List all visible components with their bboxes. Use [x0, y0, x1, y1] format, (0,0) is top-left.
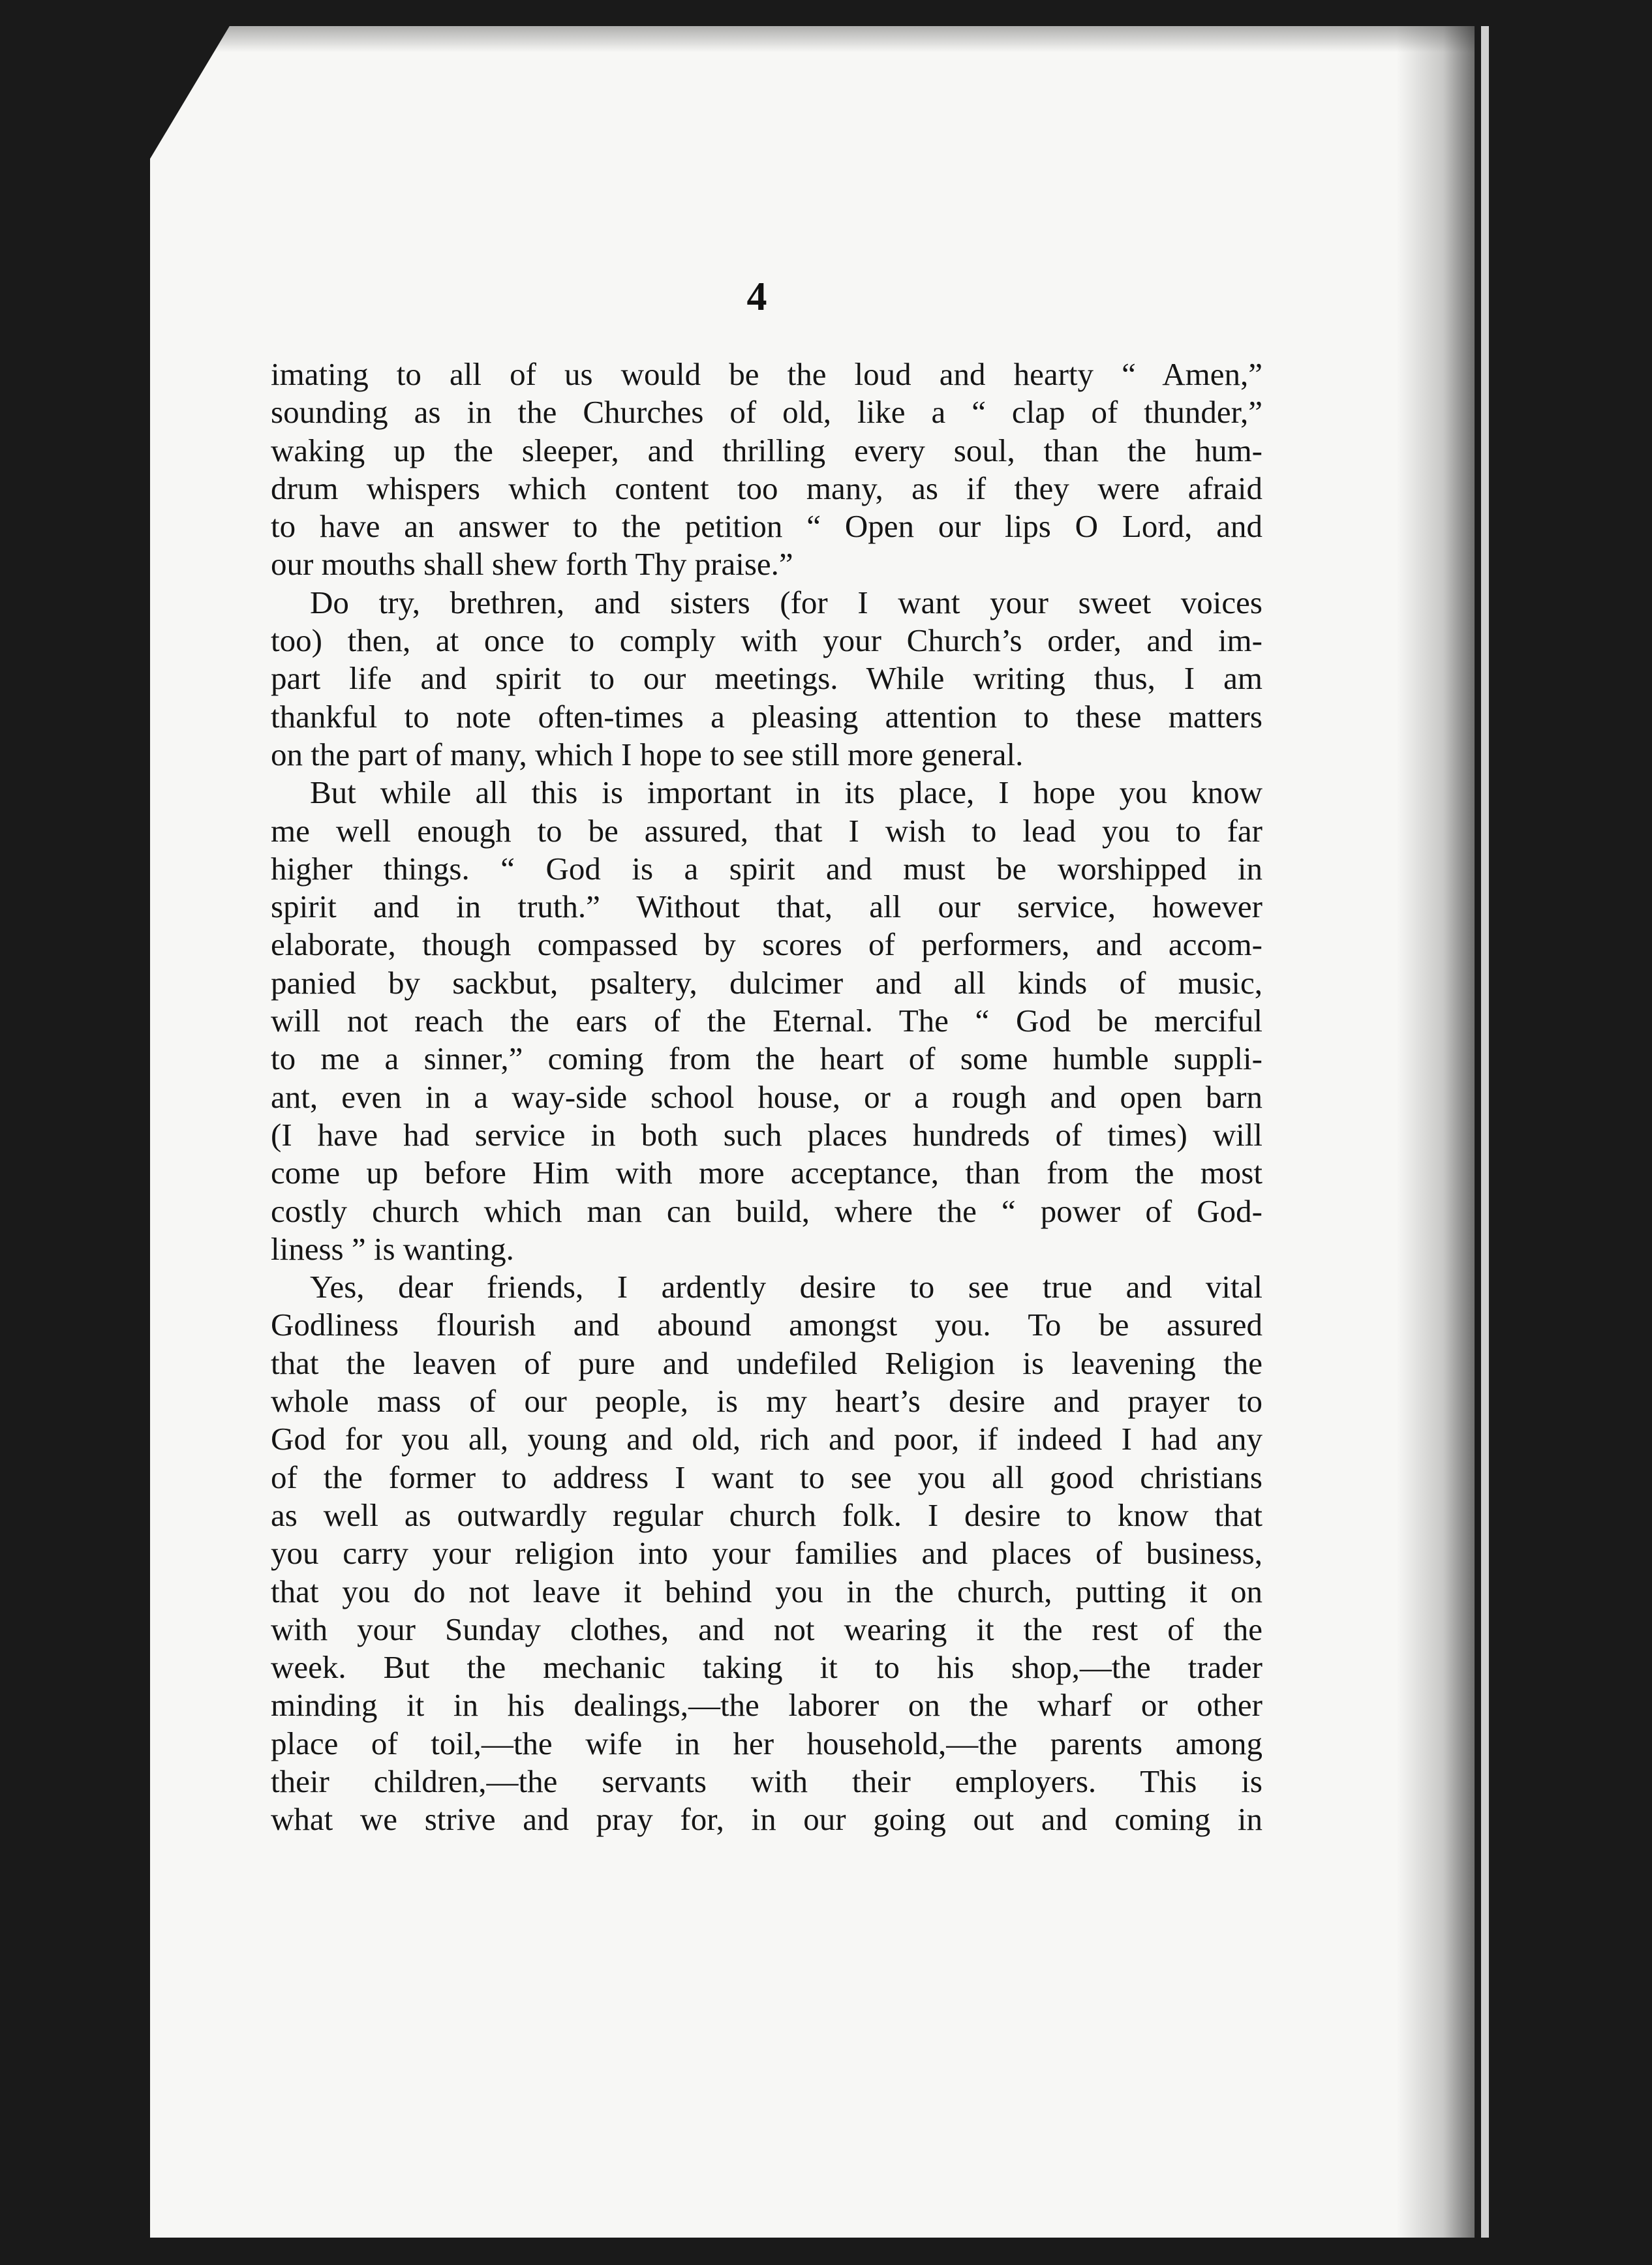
page-fold	[1481, 26, 1489, 2238]
text-line: to me a sinner,” coming from the heart of some humble suppli-	[271, 1041, 1262, 1077]
text-line: higher things. “ God is a spirit and must be worshipped in	[271, 850, 1262, 887]
text-line: of the former to address I want to see you all good christians	[271, 1459, 1262, 1495]
text-line: drum whispers which content too many, as if they were afraid	[271, 470, 1262, 506]
text-line: you carry your religion into your families and places of business,	[271, 1535, 1262, 1572]
text-line: Godliness flourish and abound amongst you. To be assured	[271, 1307, 1262, 1343]
text-line: liness ” is wanting.	[271, 1230, 514, 1267]
text-line: costly church which man can build, where the “ power of God-	[271, 1193, 1262, 1229]
body-text	[271, 356, 1262, 1839]
text-line: part life and spirit to our meetings. While writing thus, I am	[271, 660, 1262, 697]
text-line: But while all this is important in its place, I hope you know	[310, 774, 1262, 811]
text-line: elaborate, though compassed by scores of performers, and accom-	[271, 926, 1262, 963]
text-line: whole mass of our people, is my heart’s desire and prayer to	[271, 1383, 1262, 1420]
text-line: week. But the mechanic taking it to his shop,—the trader	[271, 1649, 1262, 1686]
text-line: with your Sunday clothes, and not wearing it the rest of the	[271, 1611, 1262, 1647]
text-line: our mouths shall shew forth Thy praise.”	[271, 546, 793, 583]
text-line: Do try, brethren, and sisters (for I want your sweet voices	[310, 584, 1262, 620]
text-line: that the leaven of pure and undefiled Religion is leavening the	[271, 1345, 1262, 1381]
text-line: panied by sackbut, psaltery, dulcimer and all kinds of music,	[271, 964, 1262, 1001]
text-line: minding it in his dealings,—the laborer on the wharf or other	[271, 1687, 1262, 1724]
page-number: 4	[746, 275, 767, 319]
text-line: God for you all, young and old, rich and poor, if indeed I had any	[271, 1421, 1262, 1457]
text-line: as well as outwardly regular church folk. I desire to know that	[271, 1497, 1262, 1533]
text-line: (I have had service in both such places hundreds of times) will	[271, 1116, 1262, 1153]
page-right-shadow	[1396, 26, 1475, 2238]
text-line: thankful to note often-times a pleasing attention to these matters	[271, 698, 1262, 735]
text-line: what we strive and pray for, in our going out and coming in	[271, 1801, 1262, 1838]
text-line: ant, even in a way-side school house, or a rough and open barn	[271, 1078, 1262, 1115]
text-line: come up before Him with more acceptance, than from the most	[271, 1155, 1262, 1191]
text-line: me well enough to be assured, that I wish to lead you to far	[271, 812, 1262, 849]
text-line: on the part of many, which I hope to see still more general.	[271, 736, 1024, 772]
text-line: too) then, at once to comply with your Church’s order, and im-	[271, 622, 1262, 659]
text-line: waking up the sleeper, and thrilling every soul, than the hum-	[271, 432, 1262, 468]
text-line: their children,—the servants with their employers. This is	[271, 1763, 1262, 1799]
text-line: will not reach the ears of the Eternal. The “ God be merciful	[271, 1003, 1262, 1039]
page-top-shadow	[150, 26, 1475, 52]
text-line: to have an answer to the petition “ Open our lips O Lord, and	[271, 508, 1262, 545]
text-line: imating to all of us would be the loud and hearty “ Amen,”	[271, 356, 1262, 392]
text-line: sounding as in the Churches of old, like a “ clap of thunder,”	[271, 394, 1262, 431]
text-line: place of toil,—the wife in her household,—the parents among	[271, 1725, 1262, 1761]
text-line: that you do not leave it behind you in the church, putting it on	[271, 1573, 1262, 1609]
text-line: spirit and in truth.” Without that, all our service, however	[271, 889, 1262, 925]
text-line: Yes, dear friends, I ardently desire to see true and vital	[310, 1269, 1262, 1305]
